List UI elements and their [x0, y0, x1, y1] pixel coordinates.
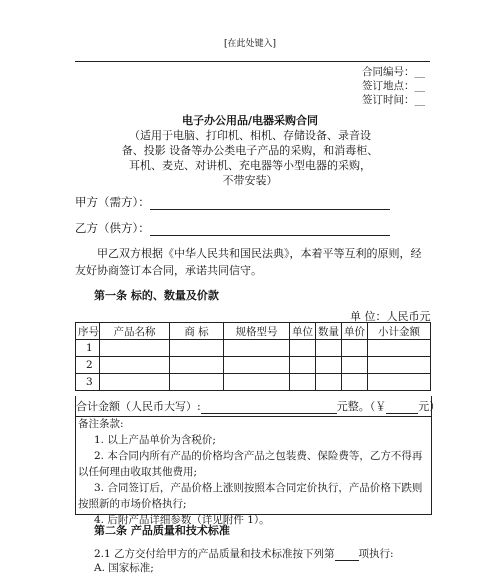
table-cell[interactable]	[368, 340, 431, 357]
table-cell[interactable]	[100, 357, 170, 374]
clause-2-1-pre: 2.1 乙方交付给甲方的产品质量和技术标准按下列第	[94, 548, 335, 560]
table-cell[interactable]	[316, 357, 342, 374]
clause-item-a: A. 国家标准;	[94, 562, 154, 574]
scope-line: 备、投影 设备等办公类电子产品的采购，和消毒柜、	[121, 144, 379, 157]
total-label: 合计金额（人民币大写）:	[76, 400, 201, 413]
table-row	[76, 340, 431, 357]
total-end: 元）	[418, 400, 441, 413]
table-cell[interactable]	[342, 374, 368, 391]
scope-line: 不带安装）	[222, 174, 278, 187]
contract-title: 电子办公用品/电器采购合同	[181, 114, 319, 127]
table-cell[interactable]	[224, 374, 290, 391]
table-cell[interactable]	[290, 357, 316, 374]
table-cell[interactable]	[290, 374, 316, 391]
total-amount-row	[76, 398, 440, 414]
table-cell[interactable]	[224, 340, 290, 357]
table-cell[interactable]	[316, 340, 342, 357]
party-a-field[interactable]	[150, 197, 390, 210]
article-2-heading: 第二条 产品质量和技术标准	[94, 524, 230, 537]
table-cell[interactable]	[342, 340, 368, 357]
note-item: 3. 合同签订后，产品价格上涨则按照本合同定价执行，产品价格下跌则按照新的市场价格执行;	[78, 482, 423, 510]
table-row	[76, 357, 431, 374]
col-header: 单位	[290, 323, 316, 340]
party-a-label: 甲方（需方）：	[75, 195, 150, 209]
clause-choice-field[interactable]	[335, 549, 359, 561]
row-number: 1	[76, 340, 100, 357]
table-cell[interactable]	[342, 357, 368, 374]
col-header: 商 标	[170, 323, 224, 340]
total-suffix: 元整。（￥	[336, 400, 387, 413]
col-header: 数量	[316, 323, 342, 340]
party-a-row	[75, 194, 390, 210]
col-header: 规格型号	[224, 323, 290, 340]
table-cell[interactable]	[170, 374, 224, 391]
col-header: 小计金额	[368, 323, 431, 340]
product-table	[75, 322, 431, 391]
table-header-row	[76, 323, 431, 340]
party-b-label: 乙方（供方）：	[75, 221, 150, 235]
scope-line: 耳机、麦克、对讲机、充电器等小型电器的采购，	[129, 159, 371, 172]
table-cell[interactable]	[100, 374, 170, 391]
row-number: 2	[76, 357, 100, 374]
party-b-field[interactable]	[150, 223, 390, 236]
col-header: 序号	[76, 323, 100, 340]
currency-unit: 单 位：人民币元	[350, 310, 431, 323]
col-header: 单价	[342, 323, 368, 340]
note-item: 1. 以上产品单价为含税价;	[94, 434, 216, 446]
header-rule	[75, 61, 430, 62]
notes-title: 备注条款:	[78, 418, 124, 430]
col-header: 产品名称	[100, 323, 170, 340]
table-cell[interactable]	[368, 374, 431, 391]
header-placeholder[interactable]: [在此处键入]	[223, 39, 277, 49]
table-cell[interactable]	[170, 340, 224, 357]
table-cell[interactable]	[224, 357, 290, 374]
intro-paragraph: 甲乙双方根据《中华人民共和国民法典》，本着平等互利的原则，经友好协商签订本合同，承诺共同信守。	[75, 247, 422, 277]
clause-2-1-post: 项执行:	[358, 548, 394, 560]
party-b-row	[75, 220, 390, 236]
sign-time: 签订时间：__	[362, 94, 425, 106]
note-item: 4. 后附产品详细参数（详见附件 1）。	[94, 514, 270, 526]
row-number: 3	[76, 374, 100, 391]
table-cell[interactable]	[290, 340, 316, 357]
contract-number: 合同编号：__	[362, 66, 425, 78]
table-cell[interactable]	[170, 357, 224, 374]
total-words-field[interactable]	[201, 402, 337, 414]
clause-2-1	[94, 546, 394, 561]
table-cell[interactable]	[100, 340, 170, 357]
total-figure-field[interactable]	[386, 402, 418, 414]
article-1-heading: 第一条 标的、数量及价款	[94, 289, 219, 302]
table-cell[interactable]	[316, 374, 342, 391]
scope-line: （适用于电脑、打印机、相机、存储设备、录音设	[129, 129, 371, 142]
table-cell[interactable]	[368, 357, 431, 374]
sign-place: 签订地点：__	[362, 80, 425, 92]
table-row	[76, 374, 431, 391]
notes-block	[78, 416, 430, 528]
note-item: 2. 本合同内所有产品的价格均含产品之包装费、保险费等，乙方不得再以任何理由收取其他费用;	[78, 450, 423, 478]
